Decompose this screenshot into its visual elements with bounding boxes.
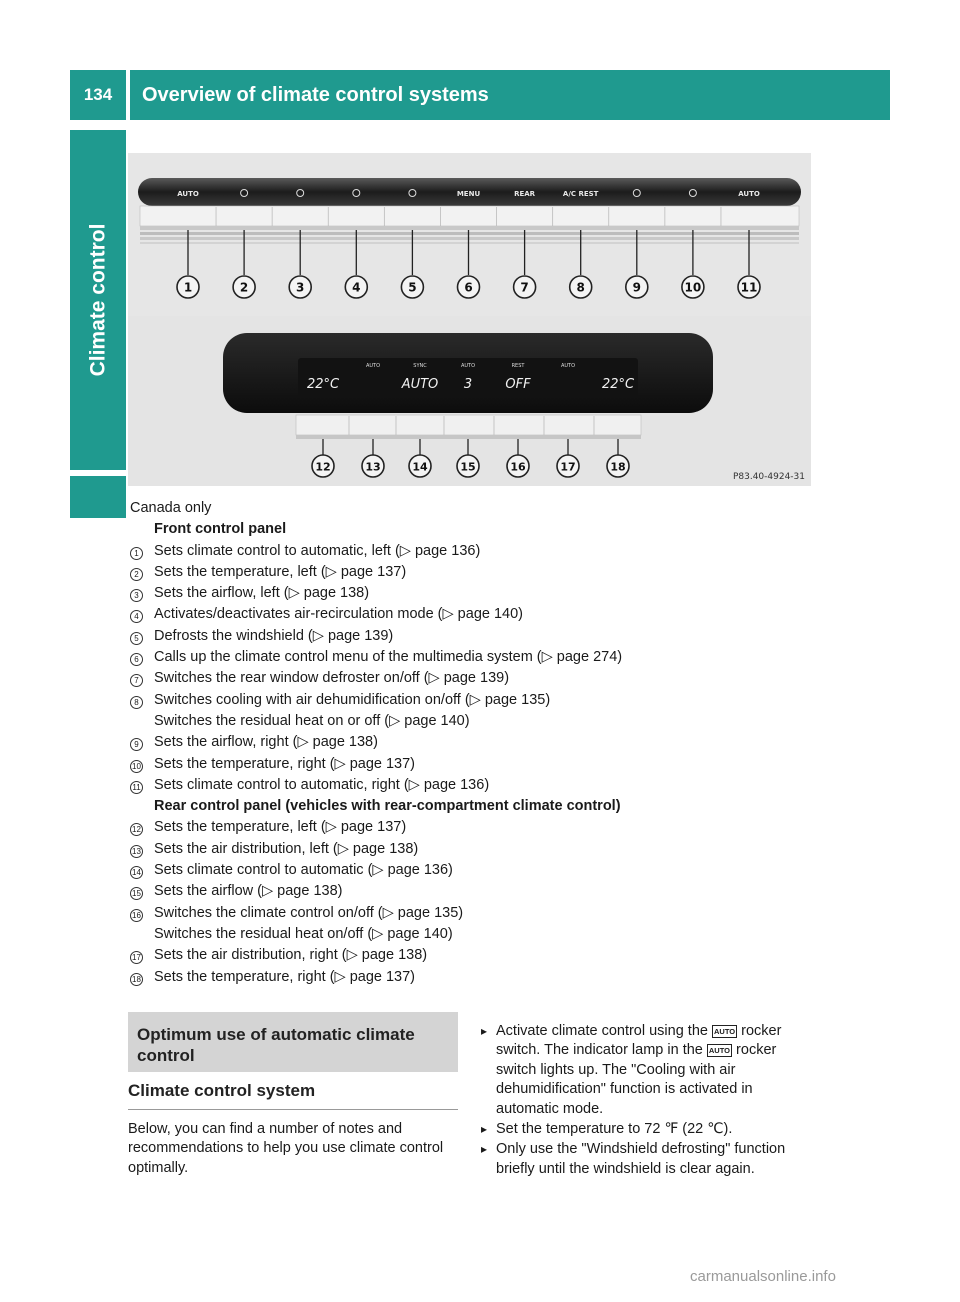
- section-subheading: Climate control system: [128, 1081, 458, 1110]
- legend-item-2: 2 Sets the temperature, left (▷ page 137): [130, 562, 830, 583]
- callout-number-icon: 7: [130, 668, 154, 689]
- item16-continuation: Switches the residual heat on/off (▷ page 140): [154, 925, 453, 942]
- rear-heading: Rear control panel (vehicles with rear-compartment climate control): [154, 798, 621, 815]
- callout-number: 18: [610, 460, 626, 474]
- front-heading: Front control panel: [154, 521, 287, 538]
- callout-number: 15: [460, 460, 476, 474]
- rear-legend-list: [130, 817, 830, 923]
- rear-display-value: OFF: [505, 377, 531, 392]
- callout-number: 2: [239, 280, 249, 295]
- auto-button-icon: AUTO: [708, 1046, 731, 1056]
- front-button-label: MENU: [456, 190, 481, 198]
- control-panel-figure: [128, 153, 811, 486]
- callout-number: 7: [520, 280, 529, 295]
- legend-item-8: 8 Switches cooling with air dehumidification on/off (▷ page 135): [130, 690, 830, 711]
- section-paragraph: Below, you can find a number of notes and recommendations to help you use climate control optimally.: [128, 1121, 444, 1176]
- page-number: 134: [70, 70, 126, 120]
- callout-number: 6: [464, 280, 473, 295]
- rear-small-label: SYNC: [413, 363, 427, 369]
- callout-number-icon: 10: [130, 754, 154, 775]
- callout-number-icon: 9: [130, 732, 154, 753]
- bullet-item: ▸ Activate climate control using the AUTO rocker switch. The indicator lamp in the AUTO rocker switch lights up. The "Cooling with air dehumidification" function is activated in automatic mode.: [480, 1022, 815, 1119]
- legend-item-14: 14 Sets climate control to automatic (▷ page 136): [130, 860, 830, 881]
- legend-item-4: 4 Activates/deactivates air-recirculation mode (▷ page 140): [130, 604, 830, 625]
- legend-item-18: 18 Sets the temperature, right (▷ page 137): [130, 967, 830, 988]
- callout-number-icon: 16: [130, 903, 154, 924]
- front-legend-list: [130, 541, 830, 711]
- legend-item-16: 16 Switches the climate control on/off (▷ page 135): [130, 903, 830, 924]
- auto-button-icon: AUTO: [714, 1027, 736, 1036]
- bullet-item: ▸ Only use the "Windshield defrosting" function briefly until the windshield is clear again.: [480, 1140, 815, 1179]
- rear-legend-list-b: [130, 945, 830, 988]
- callout-number: 12: [315, 460, 331, 474]
- callout-number-icon: 12: [130, 817, 154, 838]
- item8-continuation: Switches the residual heat on or off (▷ page 140): [154, 712, 470, 729]
- side-tab-marker: [70, 476, 126, 518]
- legend-item-10: 10 Sets the temperature, right (▷ page 137): [130, 754, 830, 775]
- legend-item-11: 11 Sets climate control to automatic, right (▷ page 136): [130, 775, 830, 796]
- section-title-box: Optimum use of automatic climate control: [128, 1012, 458, 1072]
- legend-item-9: 9 Sets the airflow, right (▷ page 138): [130, 732, 830, 753]
- front-button-label: AUTO: [738, 190, 760, 198]
- callout-number-icon: 1: [130, 541, 154, 562]
- front-button-label: REAR: [514, 190, 536, 198]
- legend-intro: Canada only: [130, 500, 212, 516]
- callout-number-icon: 4: [130, 604, 154, 625]
- side-tab-label: Climate control: [86, 223, 110, 377]
- rear-display-value: 3: [463, 377, 473, 392]
- legend-item-7: 7 Switches the rear window defroster on/off (▷ page 139): [130, 668, 830, 689]
- callout-number-icon: 18: [130, 967, 154, 988]
- bullet-list: [480, 1022, 815, 1180]
- callout-number: 8: [576, 280, 585, 295]
- rear-small-label: AUTO: [560, 363, 576, 369]
- bullet-item: ▸ Set the temperature to 72 ℉ (22 ℃).: [480, 1120, 815, 1139]
- callout-number-icon: 13: [130, 839, 154, 860]
- legend: [130, 498, 830, 988]
- legend-item-3: 3 Sets the airflow, left (▷ page 138): [130, 583, 830, 604]
- rear-small-label: REST: [511, 363, 525, 369]
- legend-item-6: 6 Calls up the climate control menu of the multimedia system (▷ page 274): [130, 647, 830, 668]
- callout-number: 16: [510, 460, 526, 474]
- callout-number: 17: [560, 460, 576, 474]
- rear-small-label: AUTO: [460, 363, 476, 369]
- callout-number-icon: 17: [130, 945, 154, 966]
- callout-number: 13: [365, 460, 381, 474]
- legend-item-15: 15 Sets the airflow (▷ page 138): [130, 881, 830, 902]
- callout-number: 9: [632, 280, 641, 295]
- front-legend-list-b: [130, 732, 830, 796]
- front-button-label: AUTO: [177, 190, 199, 198]
- watermark: carmanualsonline.info: [690, 1268, 836, 1285]
- callout-number-icon: 2: [130, 562, 154, 583]
- callout-number-icon: 15: [130, 881, 154, 902]
- callout-number-icon: 5: [130, 626, 154, 647]
- rear-display-value: 22°C: [306, 377, 340, 392]
- callout-number: 4: [352, 280, 361, 295]
- rear-display-value: 22°C: [601, 377, 635, 392]
- callout-number: 3: [296, 280, 305, 295]
- rear-display-value: AUTO: [401, 377, 439, 392]
- callout-number: 11: [740, 280, 758, 295]
- callout-number-icon: 14: [130, 860, 154, 881]
- legend-item-1: 1 Sets climate control to automatic, left (▷ page 136): [130, 541, 830, 562]
- callout-number-icon: 3: [130, 583, 154, 604]
- callout-number: 1: [183, 280, 193, 295]
- legend-item-13: 13 Sets the air distribution, left (▷ page 138): [130, 839, 830, 860]
- legend-item-5: 5 Defrosts the windshield (▷ page 139): [130, 626, 830, 647]
- legend-item-17: 17 Sets the air distribution, right (▷ page 138): [130, 945, 830, 966]
- callout-number-icon: 8: [130, 690, 154, 711]
- callout-number-icon: 6: [130, 647, 154, 668]
- legend-item-12: 12 Sets the temperature, left (▷ page 137): [130, 817, 830, 838]
- page-title: Overview of climate control systems: [130, 70, 890, 120]
- front-button-label: A/C REST: [562, 190, 599, 198]
- callout-number-icon: 11: [130, 775, 154, 796]
- callout-number: 10: [684, 280, 702, 295]
- callout-number: 5: [408, 280, 417, 295]
- callout-number: 14: [412, 460, 428, 474]
- figure-code: P83.40-4924-31: [732, 472, 805, 482]
- rear-small-label: AUTO: [365, 363, 381, 369]
